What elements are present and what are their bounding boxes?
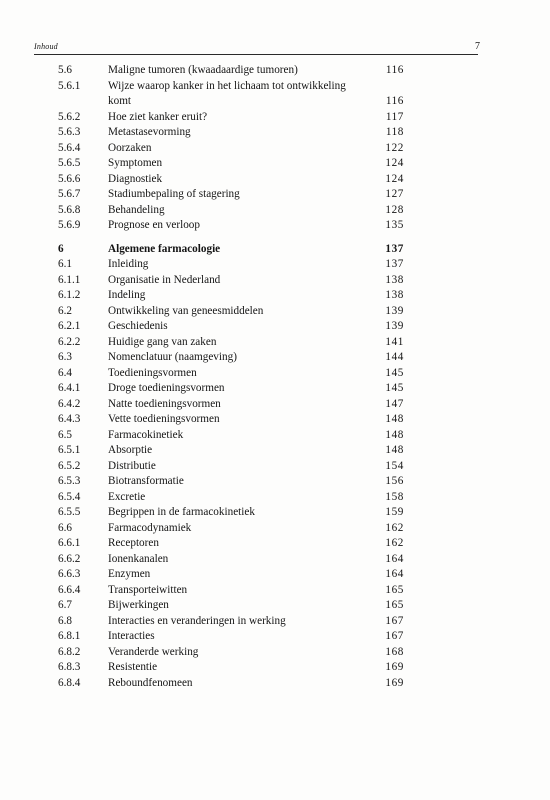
toc-row (58, 505, 404, 521)
toc-entry-title: Ionenkanalen (108, 552, 169, 565)
toc-row (58, 110, 404, 126)
toc-entry-page: 117 (385, 110, 404, 123)
toc-entry-number: 6.1.2 (58, 289, 81, 301)
toc-entry-page: 167 (385, 614, 404, 627)
toc-entry-title: Prognose en verloop (108, 219, 200, 231)
toc-entry-page: 162 (385, 521, 404, 534)
toc-entry-page: 128 (385, 203, 404, 216)
toc-entry-page: 167 (385, 630, 404, 642)
toc-entry-title: Huidige gang van zaken (108, 335, 217, 348)
toc-entry-page: 148 (385, 444, 404, 456)
toc-entry-title: Bijwerkingen (108, 599, 169, 611)
toc-entry-number: 6.6.4 (58, 583, 81, 596)
toc-row (58, 187, 404, 203)
toc-row (58, 536, 404, 552)
toc-row (58, 474, 404, 490)
toc-entry-number: 6.8.1 (58, 630, 81, 642)
toc-row (58, 218, 404, 234)
toc-entry-title: Reboundfenomeen (108, 676, 193, 689)
toc-entry-number: 6.2.1 (58, 320, 81, 332)
toc-entry-page: 138 (385, 273, 404, 286)
toc-entry-number: 6.1.1 (58, 273, 81, 286)
toc-entry-title: Algemene farmacologie (108, 242, 221, 255)
toc-entry-number: 6.8.4 (58, 676, 81, 689)
toc-row (58, 428, 404, 444)
toc-entry-page: 148 (385, 413, 404, 425)
toc-entry-title: Toedieningsvormen (108, 366, 197, 379)
toc-row (58, 521, 404, 537)
toc-entry-page: 116 (385, 95, 404, 107)
toc-row (58, 350, 404, 366)
toc-entry-number: 6.5.5 (58, 506, 81, 518)
toc-row (58, 397, 404, 413)
toc-entry-title: Behandeling (108, 203, 165, 216)
toc-entry-title: Symptomen (108, 157, 163, 169)
toc-entry-title: Wijze waarop kanker in het lichaam tot ontwikkeling komt (108, 79, 346, 107)
toc-entry-page: 145 (385, 382, 404, 394)
toc-row (58, 567, 404, 583)
toc-entry-title: Transporteiwitten (108, 583, 188, 596)
toc-entry-page: 139 (385, 304, 404, 317)
toc-entry-page: 168 (385, 645, 404, 658)
toc-entry-page: 135 (385, 219, 404, 231)
toc-row (58, 552, 404, 568)
toc-entry-title: Natte toedieningsvormen (108, 397, 221, 410)
toc-entry-number: 6.8.3 (58, 661, 81, 673)
toc-entry-title: Diagnostiek (108, 172, 163, 185)
table-of-contents (58, 63, 404, 691)
toc-entry-number: 6.3 (58, 351, 72, 363)
toc-row (58, 257, 404, 273)
toc-entry-page: 139 (385, 320, 404, 332)
toc-entry-title: Absorptie (108, 444, 153, 456)
toc-entry-number: 6.5 (58, 428, 72, 441)
toc-entry-page: 116 (385, 64, 404, 76)
toc-row (58, 335, 404, 351)
toc-entry-title: Stadiumbepaling of stagering (108, 188, 240, 200)
toc-entry-number: 5.6.6 (58, 172, 81, 185)
toc-entry-number: 6.6.1 (58, 537, 81, 549)
toc-entry-number: 6.2.2 (58, 335, 81, 348)
toc-row (58, 459, 404, 475)
toc-row (58, 412, 404, 428)
toc-entry-number: 6.5.2 (58, 459, 81, 472)
toc-row (58, 598, 404, 614)
toc-entry-page: 127 (385, 188, 404, 200)
page-number: 7 (475, 41, 480, 52)
toc-entry-page: 169 (385, 676, 404, 689)
toc-row (58, 141, 404, 157)
toc-entry-page: 124 (385, 172, 404, 185)
toc-entry-page: 141 (385, 335, 404, 348)
toc-entry-page: 122 (385, 141, 404, 154)
toc-entry-number: 6.5.1 (58, 444, 81, 456)
toc-row (58, 319, 404, 335)
running-header-title: Inhoud (34, 42, 58, 51)
toc-entry-page: 165 (385, 599, 404, 611)
toc-entry-number: 5.6.1 (58, 79, 81, 92)
toc-entry-title: Veranderde werking (108, 645, 199, 658)
toc-row (58, 443, 404, 459)
toc-entry-title: Indeling (108, 289, 146, 301)
toc-entry-title: Resistentie (108, 661, 158, 673)
toc-entry-title: Oorzaken (108, 141, 152, 154)
toc-entry-title: Hoe ziet kanker eruit? (108, 110, 208, 123)
toc-entry-page: 118 (385, 126, 404, 138)
toc-entry-page: 165 (385, 583, 404, 596)
toc-entry-title: Distributie (108, 459, 156, 472)
toc-entry-page: 156 (385, 475, 404, 487)
toc-entry-page: 148 (385, 428, 404, 441)
toc-row (58, 614, 404, 630)
toc-entry-title: Maligne tumoren (kwaadaardige tumoren) (108, 64, 298, 76)
toc-entry-number: 5.6.5 (58, 157, 81, 169)
toc-row (58, 676, 404, 692)
toc-row (58, 660, 404, 676)
toc-row (58, 490, 404, 506)
toc-entry-title: Inleiding (108, 258, 149, 270)
toc-entry-page: 144 (385, 351, 404, 363)
toc-entry-number: 5.6.7 (58, 188, 81, 200)
toc-entry-title: Droge toedieningsvormen (108, 382, 225, 394)
toc-entry-number: 6.8 (58, 614, 72, 627)
toc-row (58, 629, 404, 645)
toc-entry-title: Farmacodynamiek (108, 521, 192, 534)
toc-entry-number: 5.6.3 (58, 126, 81, 138)
toc-entry-page: 164 (385, 552, 404, 565)
toc-entry-page: 138 (385, 289, 404, 301)
toc-entry-title: Geschiedenis (108, 320, 168, 332)
toc-row (58, 381, 404, 397)
toc-row (58, 79, 404, 110)
toc-row (58, 172, 404, 188)
toc-row (58, 203, 404, 219)
toc-entry-page: 124 (385, 157, 404, 169)
toc-entry-page: 169 (385, 661, 404, 673)
toc-row (58, 304, 404, 320)
toc-entry-number: 5.6.9 (58, 219, 81, 231)
toc-entry-number: 6.4.1 (58, 382, 81, 394)
toc-entry-title: Receptoren (108, 537, 159, 549)
toc-entry-page: 158 (385, 490, 404, 503)
toc-entry-number: 5.6.4 (58, 141, 81, 154)
toc-entry-title: Farmacokinetiek (108, 428, 184, 441)
toc-entry-number: 6.6 (58, 521, 72, 534)
toc-entry-title: Metastasevorming (108, 126, 191, 138)
toc-entry-number: 6.5.4 (58, 490, 81, 503)
toc-entry-title: Organisatie in Nederland (108, 273, 221, 286)
toc-entry-number: 6 (58, 242, 64, 255)
running-header (34, 40, 478, 55)
toc-entry-number: 6.6.3 (58, 568, 81, 580)
toc-entry-number: 5.6 (58, 64, 72, 76)
toc-entry-page: 154 (385, 459, 404, 472)
toc-row (58, 156, 404, 172)
toc-entry-title: Vette toedieningsvormen (108, 413, 220, 425)
toc-entry-number: 6.7 (58, 599, 72, 611)
toc-row (58, 288, 404, 304)
toc-row (58, 273, 404, 289)
toc-entry-page: 137 (385, 242, 404, 255)
toc-entry-number: 6.1 (58, 258, 72, 270)
toc-entry-title: Nomenclatuur (naamgeving) (108, 351, 237, 363)
toc-entry-title: Enzymen (108, 568, 151, 580)
toc-entry-number: 6.6.2 (58, 552, 81, 565)
toc-entry-number: 5.6.2 (58, 110, 81, 123)
toc-row (58, 583, 404, 599)
toc-entry-page: 137 (385, 258, 404, 270)
toc-row (58, 645, 404, 661)
toc-row (58, 125, 404, 141)
toc-entry-number: 6.4.3 (58, 413, 81, 425)
toc-entry-page: 159 (385, 506, 404, 518)
toc-entry-page: 147 (385, 397, 404, 410)
toc-entry-page: 145 (385, 366, 404, 379)
toc-entry-number: 6.2 (58, 304, 72, 317)
toc-entry-number: 5.6.8 (58, 203, 81, 216)
toc-entry-number: 6.5.3 (58, 475, 81, 487)
toc-entry-title: Ontwikkeling van geneesmiddelen (108, 304, 264, 317)
toc-entry-number: 6.8.2 (58, 645, 81, 658)
toc-entry-title: Begrippen in de farmacokinetiek (108, 506, 255, 518)
toc-entry-title: Interacties (108, 630, 155, 642)
toc-entry-number: 6.4 (58, 366, 72, 379)
toc-entry-page: 162 (385, 537, 404, 549)
toc-entry-title: Biotransformatie (108, 475, 184, 487)
toc-entry-number: 6.4.2 (58, 397, 81, 410)
toc-entry-title: Excretie (108, 490, 146, 503)
toc-row (58, 63, 404, 79)
toc-chapter-row (58, 242, 404, 258)
toc-row (58, 366, 404, 382)
toc-entry-page: 164 (385, 568, 404, 580)
toc-entry-title: Interacties en veranderingen in werking (108, 614, 286, 627)
